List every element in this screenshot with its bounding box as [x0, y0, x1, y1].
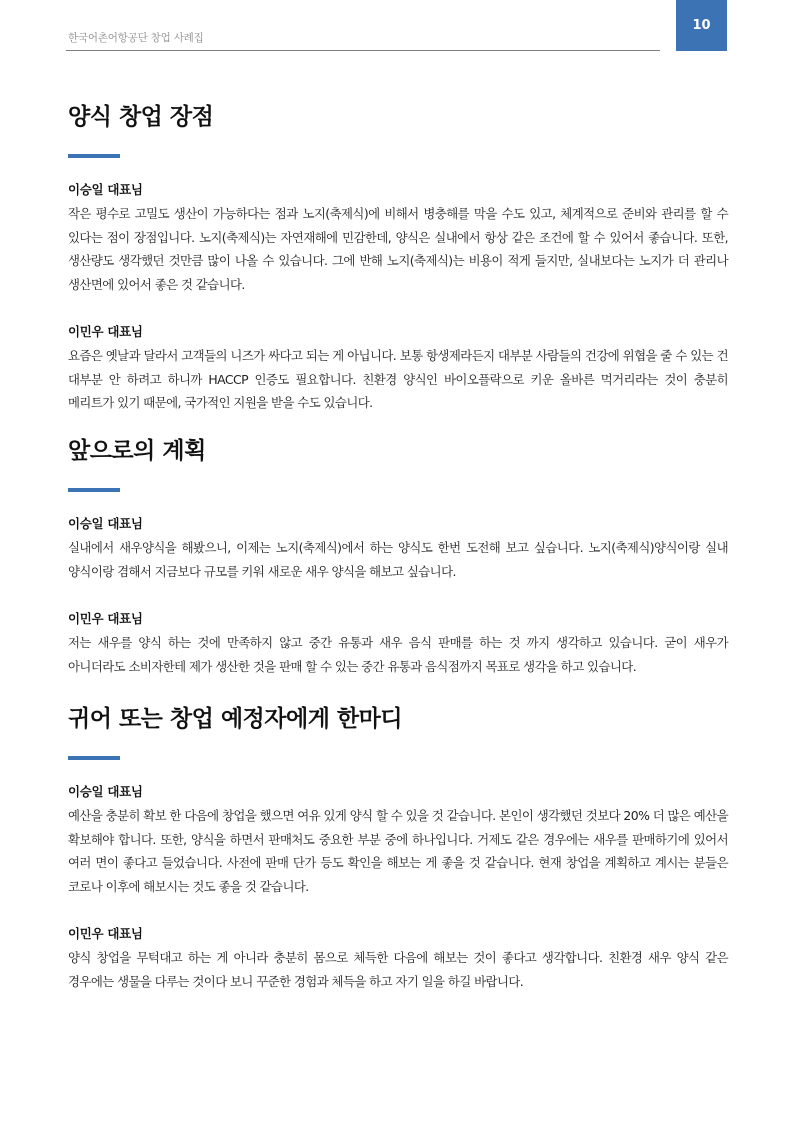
speaker-entry [68, 180, 728, 296]
section-future-plans [68, 436, 728, 678]
speaker-comment: 실내에서 새우양식을 해봤으니, 이제는 노지(축제식)에서 하는 양식도 한번 도전해 보고 싶습니다. 노지(축제식)양식이랑 실내 양식이랑 겸해서 지금보다 규모를 키워 새로운 새우 양식을 해보고 싶습니다. [68, 540, 728, 579]
page-number: 10 [692, 18, 711, 33]
header-divider [66, 50, 660, 51]
speaker-comment: 예산을 충분히 확보 한 다음에 창업을 했으면 여유 있게 양식 할 수 있을 것 같습니다. 본인이 생각했던 것보다 20% 더 많은 예산을 확보해야 합니다. 또한, 양식을 하면서 판매처도 중요한 부분 중에 하나입니다. 거제도 같은 경우에는 새우를 판매하기에 있어서 여러 면이 좋다고 들었습니다. 사전에 판매 단가 등도 확인을 해보는 게 좋을 것 같습니다. 현재 창업을 계획하고 계시는 분들은 코로나 이후에 해보시는 것도 좋을 것 같습니다. [68, 808, 728, 894]
speaker-comment: 양식 창업을 무턱대고 하는 게 아니라 충분히 몸으로 체득한 다음에 해보는 것이 좋다고 생각합니다. 친환경 새우 양식 같은 경우에는 생물을 다루는 것이다 보니 꾸준한 경험과 체득을 하고 자기 일을 하길 바랍니다. [68, 950, 728, 989]
heading-accent-bar [68, 488, 120, 492]
speaker-entry [68, 322, 728, 415]
section-startup-advantages [68, 102, 728, 415]
page-number-badge [676, 0, 727, 51]
document-title: 한국어촌어항공단 창업 사례집 [68, 32, 204, 44]
speaker-entry [68, 924, 728, 993]
section-advice [68, 704, 728, 993]
speaker-name: 이승일 대표님 [68, 784, 143, 799]
speaker-entry [68, 609, 728, 678]
speaker-entry [68, 514, 728, 583]
speaker-comment: 저는 새우를 양식 하는 것에 만족하지 않고 중간 유통과 새우 음식 판매를 하는 것 까지 생각하고 있습니다. 굳이 새우가 아니더라도 소비자한테 제가 생산한 것을 판매 할 수 있는 중간 유통과 음식점까지 목표로 생각을 하고 있습니다. [68, 635, 728, 674]
section-heading: 앞으로의 계획 [68, 438, 206, 464]
speaker-comment: 요즘은 옛날과 달라서 고객들의 니즈가 싸다고 되는 게 아닙니다. 보통 항생제라든지 대부분 사람들의 건강에 위협을 줄 수 있는 건 대부분 안 하려고 하니까 HACCP 인증도 필요합니다. 친환경 양식인 바이오플락으로 키운 올바른 먹거리라는 것이 충분히 메리트가 있기 때문에, 국가적인 지원을 받을 수도 있습니다. [68, 348, 728, 410]
speaker-name: 이민우 대표님 [68, 324, 143, 339]
speaker-name: 이민우 대표님 [68, 611, 143, 626]
speaker-name: 이승일 대표님 [68, 516, 143, 531]
speaker-name: 이승일 대표님 [68, 182, 143, 197]
section-heading: 귀어 또는 창업 예정자에게 한마디 [68, 706, 403, 732]
speaker-entry [68, 782, 728, 898]
heading-accent-bar [68, 154, 120, 158]
speaker-comment: 작은 평수로 고밀도 생산이 가능하다는 점과 노지(축제식)에 비해서 병충해를 막을 수도 있고, 체계적으로 준비와 관리를 할 수 있다는 점이 장점입니다. 노지(축제식)는 자연재해에 민감한데, 양식은 실내에서 항상 같은 조건에 할 수 있어서 좋습니다. 또한, 생산량도 생각했던 것만큼 많이 나올 수 있습니다. 그에 반해 노지(축제식)는 비용이 적게 들지만, 실내보다는 노지가 더 관리나 생산면에 있어서 좋은 것 같습니다. [68, 206, 728, 292]
heading-accent-bar [68, 756, 120, 760]
section-heading: 양식 창업 장점 [68, 104, 214, 130]
speaker-name: 이민우 대표님 [68, 926, 143, 941]
